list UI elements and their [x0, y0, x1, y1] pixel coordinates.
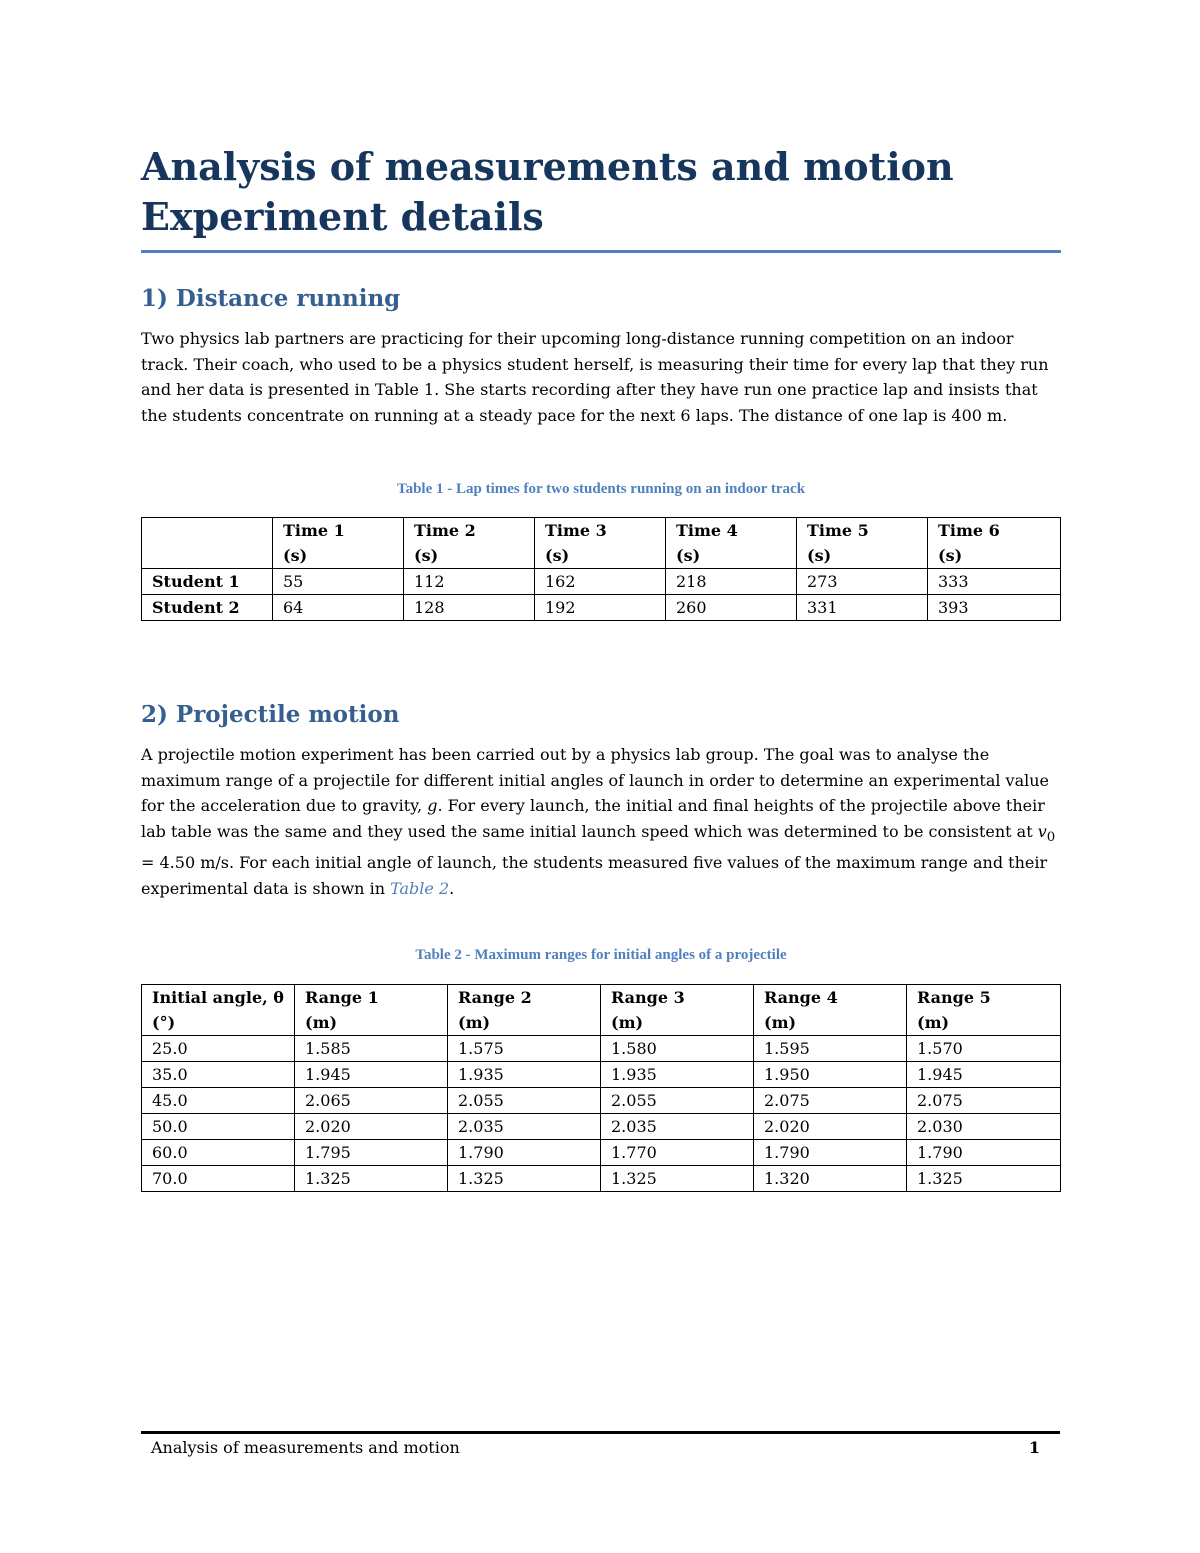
table-cell: 1.325 — [448, 1166, 601, 1192]
lap-times-table — [141, 517, 1061, 621]
initial-speed-subscript: 0 — [1046, 829, 1056, 845]
header-label: Range 1 — [305, 988, 379, 1007]
table-header-cell — [928, 518, 1061, 569]
table-row — [142, 1114, 1061, 1140]
header-unit: (m) — [458, 1013, 491, 1032]
header-label: Time 5 — [807, 521, 869, 540]
table-cell: 64 — [273, 595, 404, 621]
table-cell: 55 — [273, 569, 404, 595]
table-cell: 1.595 — [754, 1036, 907, 1062]
table-cell: 1.580 — [601, 1036, 754, 1062]
table-cell: 1.790 — [448, 1140, 601, 1166]
table-row — [142, 569, 1061, 595]
table-cell: 331 — [797, 595, 928, 621]
gravity-symbol: g — [427, 796, 438, 815]
section-2-text-end: . — [449, 878, 455, 898]
table-cell: 25.0 — [142, 1036, 295, 1062]
header-unit: (°) — [152, 1013, 176, 1032]
header-unit: (s) — [414, 546, 439, 565]
header-unit: (s) — [676, 546, 701, 565]
table-cell: 260 — [666, 595, 797, 621]
table-cell: 2.030 — [907, 1114, 1061, 1140]
document-title — [141, 142, 1061, 242]
table-cell: 393 — [928, 595, 1061, 621]
table-cell: 2.075 — [907, 1088, 1061, 1114]
table-cell: 333 — [928, 569, 1061, 595]
table-row — [142, 1062, 1061, 1088]
table-header-cell — [666, 518, 797, 569]
table-2-reference-link[interactable]: Table 2 — [390, 878, 450, 898]
header-label: Time 2 — [414, 521, 476, 540]
table-cell: 1.320 — [754, 1166, 907, 1192]
title-line-2: Experiment details — [141, 194, 544, 239]
header-label: Range 2 — [458, 988, 532, 1007]
header-label: Time 4 — [676, 521, 738, 540]
table-cell: 1.770 — [601, 1140, 754, 1166]
table-cell: 1.585 — [295, 1036, 448, 1062]
section-2-paragraph — [141, 742, 1061, 901]
table-cell: 35.0 — [142, 1062, 295, 1088]
header-label: Range 5 — [917, 988, 991, 1007]
table-cell: 192 — [535, 595, 666, 621]
table-cell: 1.325 — [601, 1166, 754, 1192]
table-cell: 2.020 — [754, 1114, 907, 1140]
table-cell: 1.790 — [754, 1140, 907, 1166]
section-2-heading: 2) Projectile motion — [141, 701, 400, 728]
section-1-heading: 1) Distance running — [141, 285, 401, 312]
table-header-cell — [601, 985, 754, 1036]
header-label: Time 1 — [283, 521, 345, 540]
header-label: Time 3 — [545, 521, 607, 540]
table-header-row — [142, 985, 1061, 1036]
table-cell: 1.935 — [601, 1062, 754, 1088]
table-header-cell — [535, 518, 666, 569]
table-cell: 45.0 — [142, 1088, 295, 1114]
table-cell: 1.950 — [754, 1062, 907, 1088]
table-header-cell — [907, 985, 1061, 1036]
table-cell: 218 — [666, 569, 797, 595]
table-cell: 50.0 — [142, 1114, 295, 1140]
section-2-text-part-2: . For every launch, the initial and final heights of the projectile above their lab table was the same and they used the same initial launch speed which was determined to be consistent at — [141, 796, 1045, 841]
table-cell: 2.020 — [295, 1114, 448, 1140]
table-cell: 2.035 — [601, 1114, 754, 1140]
header-unit: (m) — [305, 1013, 338, 1032]
header-unit: (m) — [611, 1013, 644, 1032]
table-cell: 1.935 — [448, 1062, 601, 1088]
table-cell: 128 — [404, 595, 535, 621]
projectile-ranges-table — [141, 984, 1061, 1192]
footer-title: Analysis of measurements and motion — [151, 1438, 460, 1457]
header-unit: (m) — [764, 1013, 797, 1032]
footer-divider — [141, 1431, 1060, 1434]
table-cell: 1.325 — [295, 1166, 448, 1192]
row-label: Student 1 — [142, 569, 273, 595]
table-header-cell — [273, 518, 404, 569]
table-row — [142, 595, 1061, 621]
section-2-text-part-1: A projectile motion experiment has been carried out by a physics lab group. The goal was to analyse the maximum range of a projectile for different initial angles of launch in order to determine an experimental value for the acceleration due to gravity, — [141, 745, 1050, 815]
table-cell: 1.945 — [295, 1062, 448, 1088]
title-divider — [141, 250, 1061, 253]
table-header-cell — [754, 985, 907, 1036]
table-header-cell — [797, 518, 928, 569]
table-cell: 60.0 — [142, 1140, 295, 1166]
header-unit: (s) — [807, 546, 832, 565]
table-2-caption: Table 2 - Maximum ranges for initial angles of a projectile — [415, 947, 787, 963]
header-label: Initial angle, θ — [152, 988, 284, 1007]
table-cell: 2.075 — [754, 1088, 907, 1114]
table-cell: 1.570 — [907, 1036, 1061, 1062]
table-header-cell — [142, 518, 273, 569]
table-header-cell — [448, 985, 601, 1036]
table-cell: 1.795 — [295, 1140, 448, 1166]
header-label: Range 3 — [611, 988, 685, 1007]
table-header-cell — [142, 985, 295, 1036]
table-cell: 2.055 — [601, 1088, 754, 1114]
table-cell: 1.575 — [448, 1036, 601, 1062]
header-unit: (s) — [938, 546, 963, 565]
table-row — [142, 1166, 1061, 1192]
table-cell: 273 — [797, 569, 928, 595]
page-number: 1 — [1028, 1438, 1040, 1457]
table-row — [142, 1140, 1061, 1166]
table-cell: 2.035 — [448, 1114, 601, 1140]
table-cell: 70.0 — [142, 1166, 295, 1192]
header-label: Range 4 — [764, 988, 838, 1007]
initial-speed-symbol: v — [1037, 821, 1047, 841]
table-cell: 1.945 — [907, 1062, 1061, 1088]
row-label: Student 2 — [142, 595, 273, 621]
header-unit: (s) — [283, 546, 308, 565]
section-1-paragraph: Two physics lab partners are practicing for their upcoming long-distance running competition on an indoor track. Their coach, who used to be a physics student herself, is measuring their time for every lap that they run and her data is presented in Table 1. She starts recording after they have run one practice lap and insists that the students concentrate on running at a steady pace for the next 6 laps. The distance of one lap is 400 m. — [141, 329, 1049, 425]
table-header-cell — [404, 518, 535, 569]
header-unit: (s) — [545, 546, 570, 565]
header-unit: (m) — [917, 1013, 950, 1032]
header-label: Time 6 — [938, 521, 1000, 540]
section-2-text-part-3: = 4.50 m/s. For each initial angle of launch, the students measured five values of the maximum range and their experimental data is shown in — [141, 853, 1048, 898]
table-cell: 1.790 — [907, 1140, 1061, 1166]
table-row — [142, 1036, 1061, 1062]
table-cell: 112 — [404, 569, 535, 595]
table-header-row — [142, 518, 1061, 569]
table-cell: 2.065 — [295, 1088, 448, 1114]
table-cell: 162 — [535, 569, 666, 595]
table-row — [142, 1088, 1061, 1114]
title-line-1: Analysis of measurements and motion — [141, 144, 954, 189]
table-header-cell — [295, 985, 448, 1036]
table-cell: 2.055 — [448, 1088, 601, 1114]
table-1-caption: Table 1 - Lap times for two students running on an indoor track — [396, 481, 806, 497]
table-cell: 1.325 — [907, 1166, 1061, 1192]
